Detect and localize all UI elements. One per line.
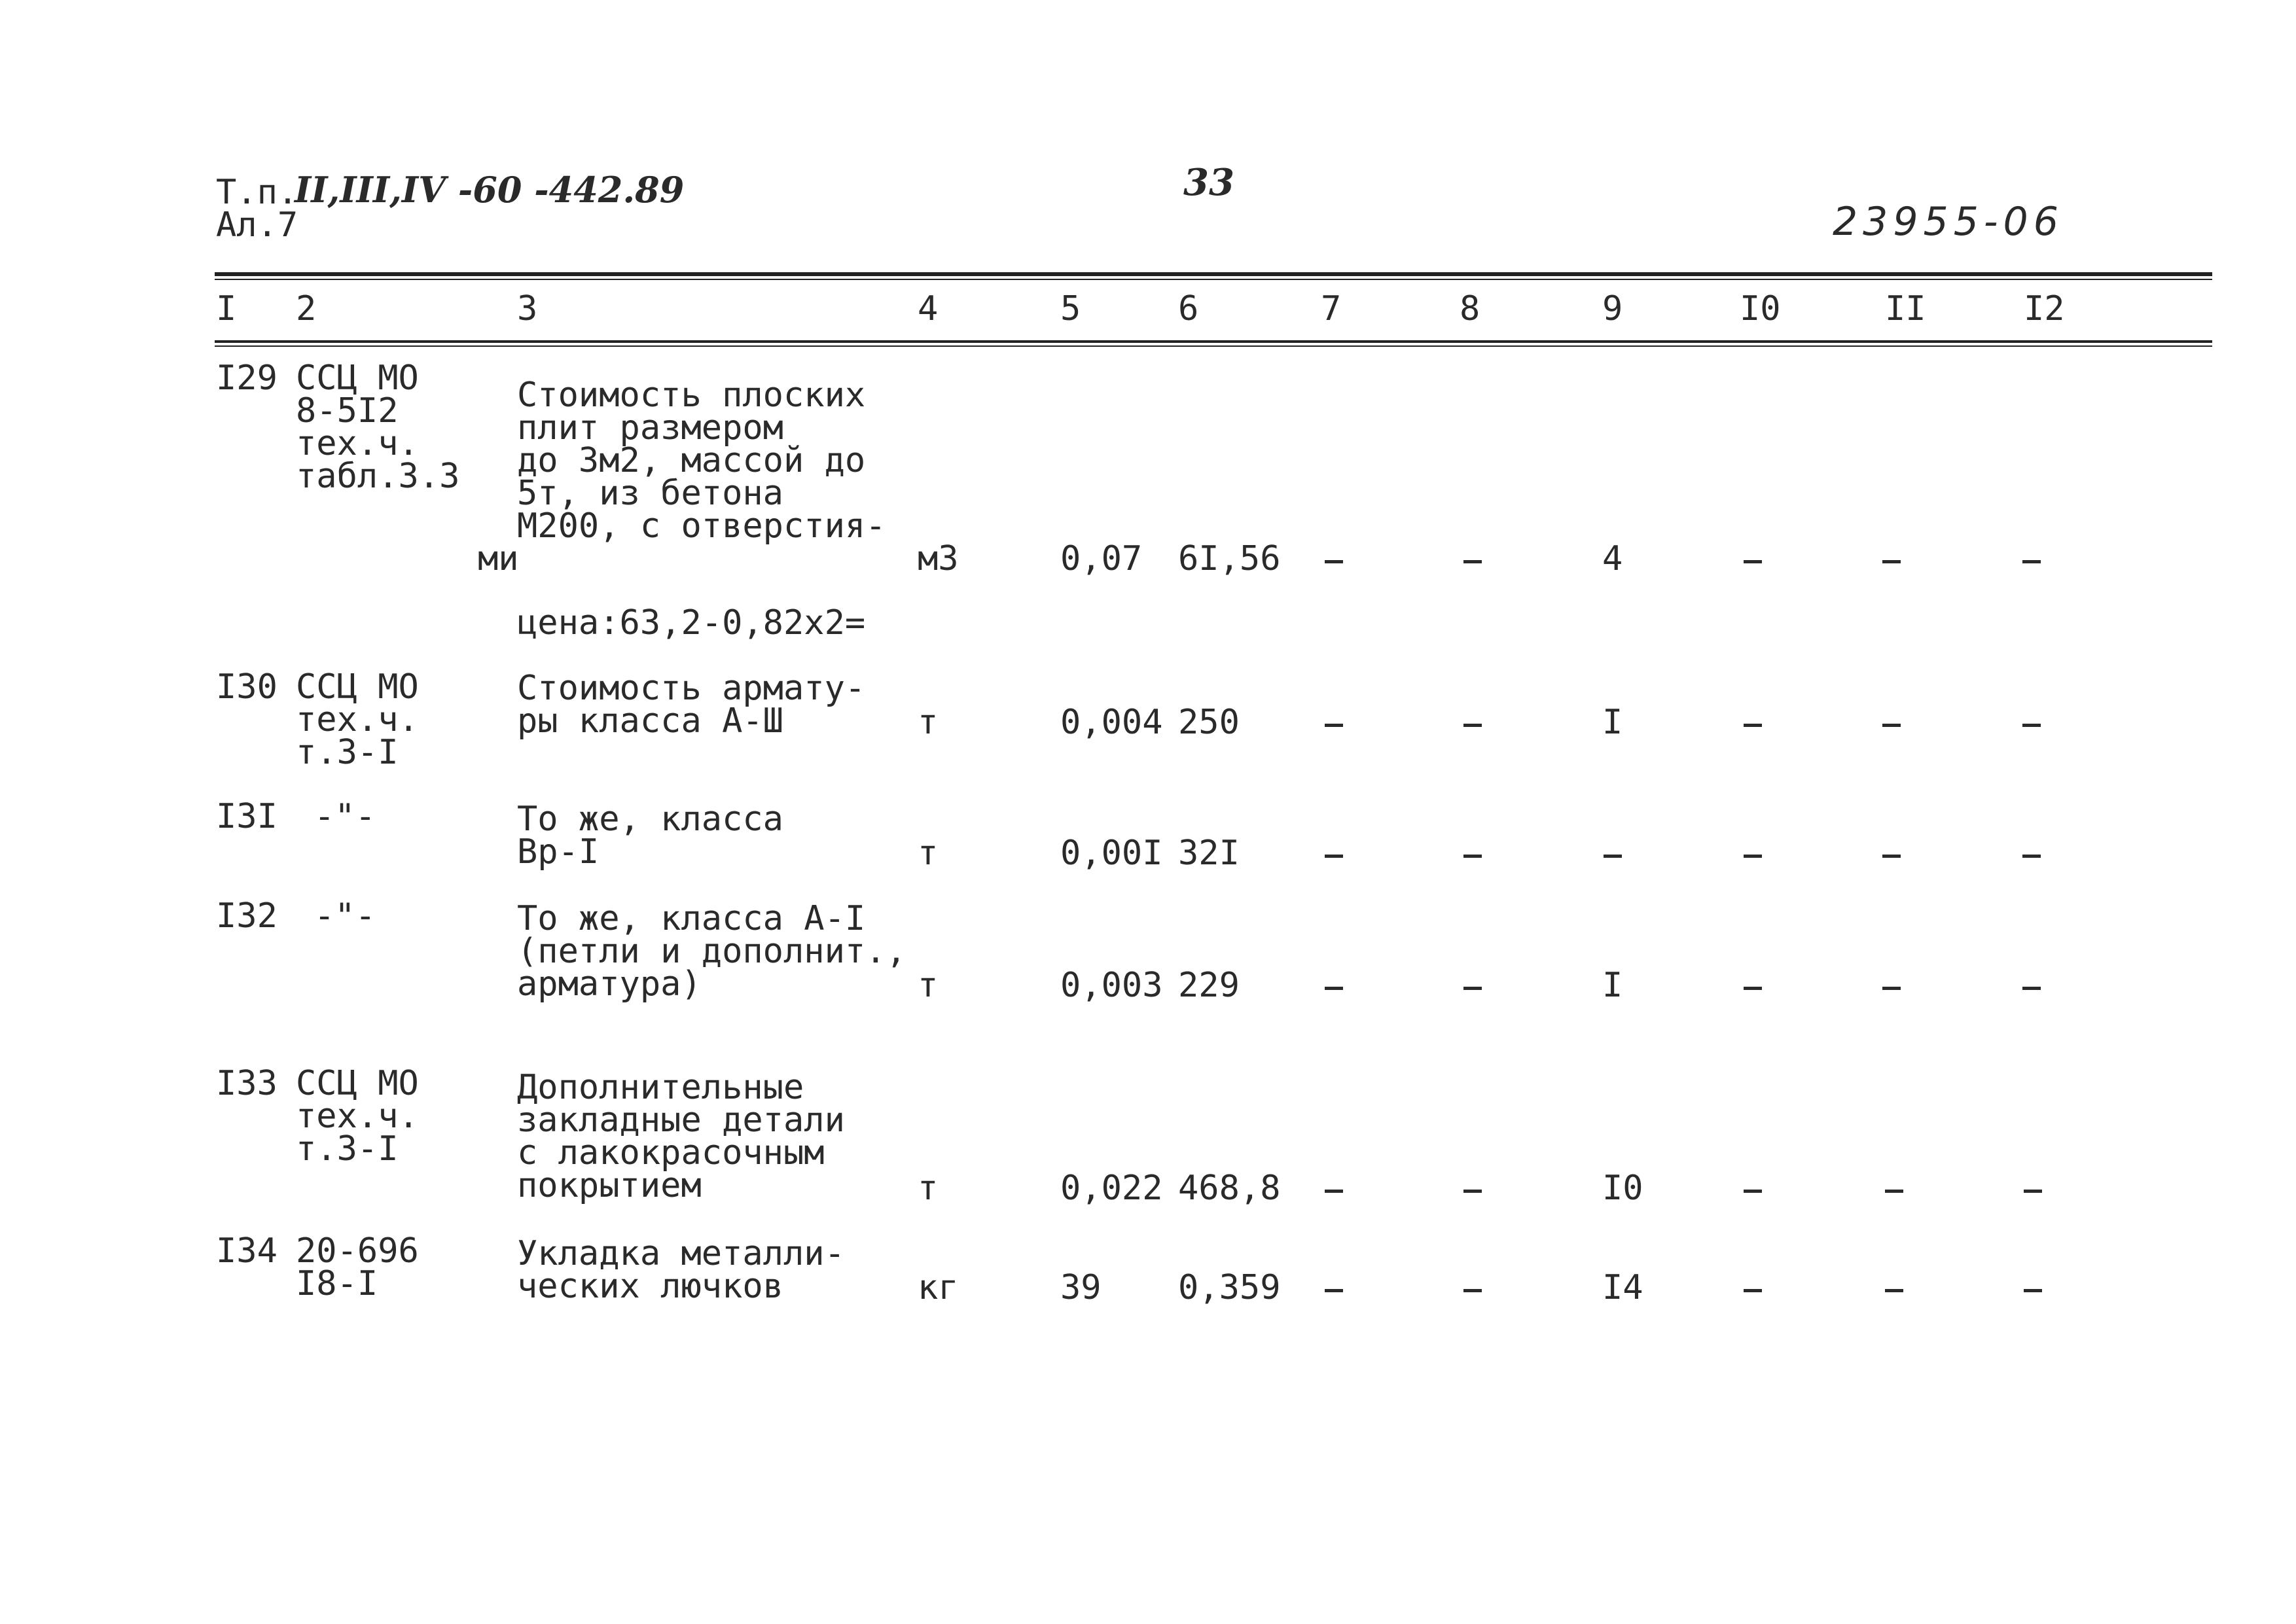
price: 250 [1178, 703, 1240, 742]
quantity: 0,004 [1060, 703, 1163, 742]
code-line: ССЦ МО [296, 1064, 419, 1103]
dash-col-11 [1882, 724, 1901, 727]
unit: т [918, 703, 939, 742]
dash-col-10 [1744, 987, 1762, 990]
dash-col-7 [1325, 987, 1343, 990]
dash-col-10 [1744, 1289, 1762, 1292]
price: 468,8 [1178, 1169, 1281, 1208]
header-rule-bottom [215, 340, 2212, 343]
description-line: ры класса А-Ш [517, 701, 783, 741]
description-line: 5т, из бетона [517, 474, 783, 513]
dash-col-10 [1744, 855, 1762, 858]
description-tail: ми [478, 539, 519, 578]
col-header-6: 6 [1178, 289, 1199, 328]
quantity: 0,003 [1060, 966, 1163, 1005]
dash-col-12 [2022, 987, 2041, 990]
unit: т [918, 966, 939, 1005]
header-rule-bottom-thin [215, 345, 2212, 347]
col-header-4: 4 [918, 289, 939, 328]
dash-col-8 [1463, 855, 1482, 858]
description-line: То же, класса [517, 800, 783, 839]
row-number: I3I [216, 797, 278, 836]
code-line: ССЦ МО [296, 667, 419, 707]
dash-col-7 [1325, 855, 1343, 858]
doc-code-prefix: Т.п. [216, 173, 298, 212]
description-line: до 3м2, массой до [517, 441, 866, 480]
code-line: 20-696 [296, 1231, 419, 1271]
col-header-7: 7 [1321, 289, 1342, 328]
dash-col-10 [1744, 560, 1762, 563]
unit: т [918, 1169, 939, 1208]
price-note: цена:63,2-0,82х2= [517, 603, 866, 643]
code-line: табл.3.3 [296, 457, 460, 496]
dash-col-7 [1325, 560, 1343, 563]
description-line: Стоимость плоских [517, 376, 866, 415]
dash-col-7 [1325, 1289, 1343, 1292]
description-line: закладные детали [517, 1101, 845, 1140]
ditto-mark: -"- [314, 797, 376, 836]
code-line: I8-I [296, 1264, 378, 1303]
dash-col-9 [1604, 855, 1622, 858]
price: 32I [1178, 834, 1240, 873]
quantity: 0,00I [1060, 834, 1163, 873]
quantity: 0,022 [1060, 1169, 1163, 1208]
col-9-value: I [1602, 966, 1623, 1005]
row-number: I30 [216, 667, 278, 707]
col-header-5: 5 [1060, 289, 1081, 328]
doc-code-sheet: Ал.7 [216, 205, 298, 245]
code-line: 8-5I2 [296, 391, 399, 431]
col-9-value: I4 [1602, 1268, 1643, 1307]
dash-col-12 [2022, 855, 2041, 858]
dash-col-8 [1463, 987, 1482, 990]
description-line: Стоимость армату- [517, 669, 866, 708]
dash-col-12 [2022, 724, 2041, 727]
description-line: покрытием [517, 1166, 702, 1205]
price: 0,359 [1178, 1268, 1281, 1307]
description-line: Вр-I [517, 832, 600, 872]
dash-col-11 [1885, 1190, 1903, 1193]
dash-col-12 [2022, 560, 2041, 563]
dash-col-8 [1463, 560, 1482, 563]
dash-col-12 [2024, 1289, 2042, 1292]
dash-col-10 [1744, 724, 1762, 727]
col-header-8: 8 [1460, 289, 1480, 328]
row-number: I29 [216, 359, 278, 398]
dash-col-7 [1325, 1190, 1343, 1193]
description-line: ческих лючков [517, 1267, 783, 1306]
dash-col-11 [1882, 987, 1901, 990]
col-header-10: I0 [1740, 289, 1781, 328]
unit: кг [918, 1268, 959, 1307]
dash-col-11 [1885, 1289, 1903, 1292]
unit: т [918, 834, 939, 873]
dash-col-11 [1882, 560, 1901, 563]
page-number: 33 [1183, 161, 1234, 204]
description-line: М200, с отверстия- [517, 506, 886, 546]
code-line: тех.ч. [296, 1097, 419, 1136]
archive-number: 23955-06 [1833, 199, 2064, 245]
col-header-12: I2 [2024, 289, 2065, 328]
description-line: арматура) [517, 964, 702, 1004]
description-line: плит размером [517, 408, 783, 448]
quantity: 39 [1060, 1268, 1102, 1307]
dash-col-8 [1463, 724, 1482, 727]
description-line: с лакокрасочным [517, 1133, 825, 1173]
col-9-value: 4 [1602, 539, 1623, 578]
description-line: Дополнительные [517, 1068, 804, 1107]
header-rule-top-thin [215, 279, 2212, 280]
doc-code-handwritten: II,III,IV -60 -442.89 [295, 169, 685, 211]
row-number: I34 [216, 1231, 278, 1271]
description-line: (петли и дополнит., [517, 932, 906, 971]
code-line: ССЦ МО [296, 359, 419, 398]
col-9-value: I0 [1602, 1169, 1643, 1208]
col-header-3: 3 [517, 289, 538, 328]
price: 6I,56 [1178, 539, 1281, 578]
code-line: т.3-I [296, 733, 399, 772]
dash-col-10 [1744, 1190, 1762, 1193]
dash-col-12 [2024, 1190, 2042, 1193]
quantity: 0,07 [1060, 539, 1143, 578]
col-9-value: I [1602, 703, 1623, 742]
description-line: То же, класса А-I [517, 899, 866, 938]
dash-col-7 [1325, 724, 1343, 727]
dash-col-11 [1882, 855, 1901, 858]
col-header-9: 9 [1602, 289, 1623, 328]
description-line: Укладка металли- [517, 1234, 845, 1273]
code-line: тех.ч. [296, 700, 419, 739]
code-line: тех.ч. [296, 424, 419, 463]
col-header-11: II [1885, 289, 1926, 328]
ditto-mark: -"- [314, 896, 376, 936]
row-number: I33 [216, 1064, 278, 1103]
col-header-2: 2 [296, 289, 317, 328]
row-number: I32 [216, 896, 278, 936]
header-rule-top [215, 272, 2212, 276]
unit: м3 [918, 539, 959, 578]
dash-col-8 [1463, 1190, 1482, 1193]
code-line: т.3-I [296, 1129, 399, 1169]
price: 229 [1178, 966, 1240, 1005]
col-header-1: I [216, 289, 237, 328]
dash-col-8 [1463, 1289, 1482, 1292]
